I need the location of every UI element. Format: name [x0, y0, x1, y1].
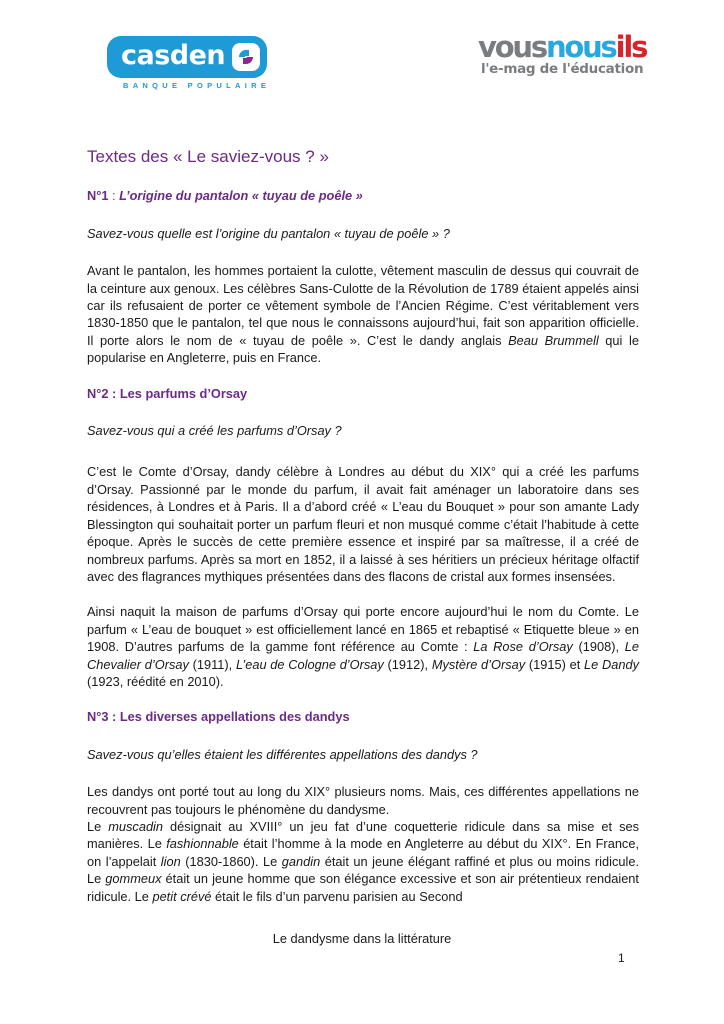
section-3-question: Savez-vous qu’elles étaient les différentes appellations des dandys ?	[87, 746, 478, 762]
section-2-question: Savez-vous qui a créé les parfums d’Orsay ?	[87, 423, 342, 439]
document-title: Textes des « Le saviez-vous ? »	[87, 147, 329, 166]
vousnousils-logo-tagline: l'e-mag de l'éducation	[481, 61, 644, 77]
section-1-question: Savez-vous quelle est l’origine du pantalon « tuyau de poêle » ?	[87, 225, 450, 241]
document-body	[87, 148, 639, 905]
vousnousils-logo	[478, 30, 647, 86]
section-1-heading: N°1 : L’origine du pantalon « tuyau de poêle »	[87, 188, 363, 204]
section-3-paragraph-2: Le muscadin désignait au XVIII° un jeu fat d’une coquetterie ridicule dans sa mise et ses manières. Le fashionnable était l’homme à la mode en Angleterre au début du XIX°. En France, on l’appelait lion (1830-1860). Le gandin était un jeune élégant raffiné et plus ou moins ridicule. Le gommeux était un jeune homme que son élégance excessive et son air prétentieux rendaient ridicule. Le petit crévé était le fils d’un parvenu parisien au Second	[87, 818, 640, 904]
casden-logo-tagline: BANQUE POPULAIRE	[123, 81, 271, 90]
section-1-paragraph: Avant le pantalon, les hommes portaient la culotte, vêtement masculin de dessus qui couvrait de la ceinture aux genoux. Les célèbres Sans-Culotte de la Révolution de 1789 étaient appelés ainsi car ils refusaient de porter ce vêtement symbole de l’Ancien Régime. C’est véritablement vers 1830-1850 que le pantalon, tel que nous le connaissons aujourd’hui, fait son apparition officielle. Il porte alors le nom de « tuyau de poêle ». C’est le dandy anglais Beau Brummell qui le popularise en Angleterre, puis en France.	[87, 263, 639, 366]
page-number: 1	[618, 951, 625, 965]
vousnousils-logo-text: vousnousils	[478, 30, 647, 64]
footer-title: Le dandysme dans la littérature	[272, 931, 452, 946]
casden-logo-badge	[107, 36, 267, 78]
section-3-heading: N°3 : Les diverses appellations des dandys	[87, 709, 350, 725]
casden-logo-mark-icon	[231, 42, 261, 72]
section-2-paragraph-1: C’est le Comte d’Orsay, dandy célèbre à Londres au début du XIX° qui a créé les parfums d’Orsay. Passionné par le monde du parfum, il avait fait aménager un laboratoire dans ses résidences, à Londres et à Paris. Il a d’abord créé « L’eau du Bouquet » pour son amante Lady Blessington qui souhaitait porter un parfum fleuri et non musqué comme c’était l’habitude à cette époque. Après le succès de cette première essence et inspiré par sa maîtresse, il a créé de nombreux parfums. Après sa mort en 1852, il a laissé à ses héritiers un précieux héritage olfactif avec des flagrances mythiques présentées dans des flacons de cristal aux formes insensées.	[87, 464, 639, 584]
casden-logo-text: casden	[121, 40, 226, 71]
section-3-paragraph-1: Les dandys ont porté tout au long du XIX° plusieurs noms. Mais, ces différentes appellations ne recouvrent pas toujours le phénomène du dandysme.	[87, 784, 639, 817]
section-2-heading: N°2 : Les parfums d’Orsay	[87, 385, 248, 401]
section-2-paragraph-2: Ainsi naquit la maison de parfums d’Orsay qui porte encore aujourd’hui le nom du Comte. Le parfum « L’eau de bouquet » est officiellement lancé en 1865 et rebaptisé « Etiquette bleue » en 1908. D’autres parfums de la gamme font référence au Comte : La Rose d’Orsay (1908), Le Chevalier d’Orsay (1911), L’eau de Cologne d’Orsay (1912), Mystère d’Orsay (1915) et Le Dandy (1923, réédité en 2010).	[87, 604, 639, 689]
casden-logo	[107, 36, 273, 92]
